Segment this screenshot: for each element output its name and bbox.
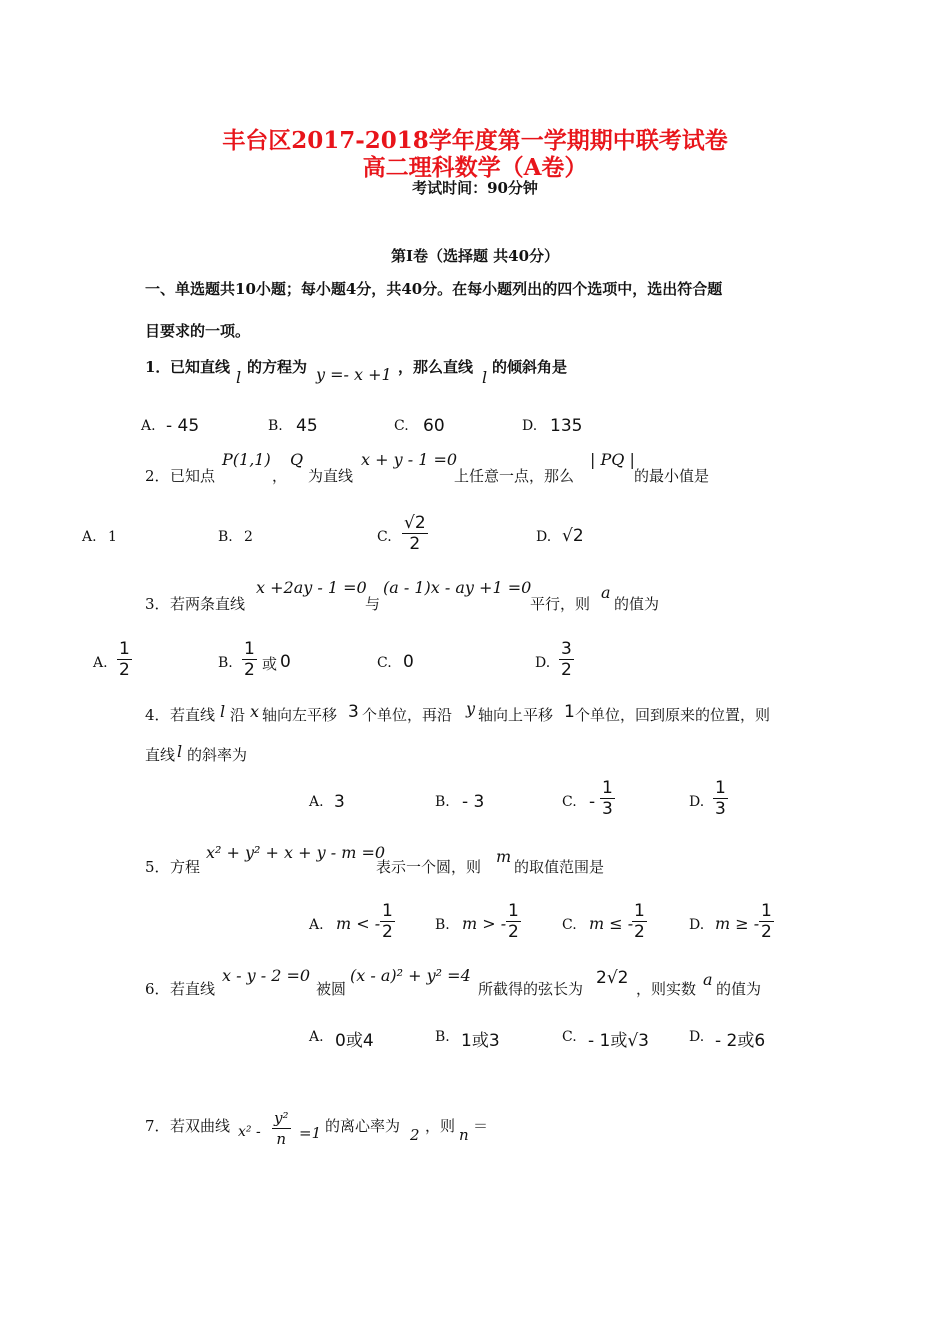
section-title: 第Ⅰ卷（选择题 共40分） — [390, 247, 560, 265]
fraction-numerator: 1 — [634, 901, 645, 921]
question-text: 的方程为 — [247, 358, 308, 376]
math: x - y - 2 =0 — [222, 966, 311, 985]
option-label: B. — [218, 529, 233, 545]
question-text: 直线 — [145, 746, 176, 764]
math: Q — [290, 450, 304, 469]
fraction-denominator: n — [276, 1130, 287, 1148]
math: l — [177, 742, 183, 761]
option-label: D. — [689, 1029, 705, 1045]
fraction — [380, 901, 395, 942]
fraction — [402, 513, 428, 554]
fraction — [272, 1108, 291, 1149]
question-text: 平行，则 — [530, 595, 591, 613]
option-label: B. — [435, 794, 450, 810]
question-text: 轴向上平移 — [478, 706, 554, 724]
option-label: A. — [309, 1029, 324, 1045]
fraction — [713, 778, 728, 819]
math: m — [496, 847, 512, 866]
fraction — [242, 639, 257, 680]
option-label: C. — [377, 529, 392, 545]
question-text: 所截得的弦长为 — [478, 980, 584, 998]
option-prefix: m > - — [462, 914, 507, 933]
question-text: 的离心率为 — [325, 1117, 401, 1135]
option-label: D. — [689, 917, 705, 933]
option-label: A. — [309, 794, 324, 810]
fraction — [506, 901, 521, 942]
math: 3 — [348, 702, 359, 722]
fraction-denominator: 2 — [119, 660, 130, 680]
option-prefix: m ≥ - — [715, 914, 760, 933]
option-label: A. — [93, 655, 108, 671]
fraction — [559, 639, 574, 680]
option-label: C. — [562, 917, 577, 933]
fraction — [632, 901, 647, 942]
option-label: D. — [536, 529, 552, 545]
option-label: C. — [377, 655, 392, 671]
question-text: 上任意一点，那么 — [454, 467, 575, 485]
option-label: A. — [82, 529, 97, 545]
option-value: 0 — [280, 652, 291, 672]
math: a — [601, 583, 611, 602]
question-number: 3． — [145, 595, 170, 613]
fraction-numerator: 1 — [382, 901, 393, 921]
fraction-denominator: 2 — [761, 922, 772, 942]
fraction-numerator: y² — [274, 1109, 289, 1127]
math: l — [482, 368, 488, 387]
question-text: 已知点 — [170, 467, 216, 485]
fraction-numerator: 1 — [715, 778, 726, 798]
option-value: 2 — [244, 529, 253, 545]
question-text: 的值为 — [614, 595, 660, 613]
math: | PQ | — [590, 450, 635, 469]
question-number: 6． — [145, 980, 170, 998]
question-text: 若直线 — [170, 706, 216, 724]
option-value: 135 — [550, 416, 583, 436]
question-text: ， — [272, 467, 288, 485]
question-text: 的倾斜角是 — [492, 358, 568, 376]
question-text: 的取值范围是 — [514, 858, 605, 876]
question-text: ，则 — [425, 1117, 456, 1135]
section-instruction-line1: 一、单选题共10小题；每小题4分，共40分。在每小题列出的四个选项中，选出符合题 — [145, 280, 723, 298]
math: P(1,1) — [222, 450, 271, 469]
option-prefix: m < - — [336, 914, 381, 933]
fraction-denominator: 2 — [382, 922, 393, 942]
fraction-numerator: 1 — [244, 639, 255, 659]
option-label: A. — [309, 917, 324, 933]
question-text: ，那么直线 — [398, 358, 474, 376]
option-label: C. — [562, 794, 577, 810]
math: x² + y² + x + y - m =0 — [206, 843, 386, 862]
option-value: 0 — [403, 652, 414, 672]
option-value: - 3 — [462, 792, 485, 812]
exam-time: 考试时间：90分钟 — [412, 179, 538, 197]
fraction-numerator: 1 — [119, 639, 130, 659]
math: y =- x +1 — [316, 365, 392, 384]
question-text: 若两条直线 — [170, 595, 246, 613]
question-text: 方程 — [170, 858, 201, 876]
question-text: 被圆 — [316, 980, 347, 998]
math: n — [459, 1126, 469, 1144]
option-label: C. — [562, 1029, 577, 1045]
option-value: - 45 — [166, 416, 200, 436]
option-label: C. — [394, 418, 409, 434]
question-text: ＝ — [473, 1117, 489, 1135]
fraction — [759, 901, 774, 942]
math: 1 — [564, 702, 575, 722]
question-text: 若双曲线 — [170, 1117, 231, 1135]
option-value: 60 — [423, 416, 445, 436]
fraction-denominator: 3 — [602, 799, 613, 819]
question-text: 个单位，再沿 — [362, 706, 453, 724]
math: (x - a)² + y² =4 — [350, 966, 471, 985]
option-value: - 2或6 — [715, 1031, 766, 1051]
question-text: 若直线 — [170, 980, 216, 998]
question-text: 沿 — [230, 706, 246, 724]
option-value: 3 — [334, 792, 345, 812]
question-text: 表示一个圆，则 — [376, 858, 482, 876]
math: x — [250, 702, 260, 721]
option-text: 或 — [262, 655, 278, 673]
math: l — [220, 702, 226, 721]
exam-title: 丰台区2017-2018学年度第一学期期中联考试卷 — [222, 127, 728, 154]
question-text: 的最小值是 — [634, 467, 710, 485]
option-value: 45 — [296, 416, 318, 436]
math: y — [466, 699, 476, 718]
question-text: 已知直线 — [170, 358, 231, 376]
question-number: 2． — [145, 467, 170, 485]
exam-subtitle: 高二理科数学（A卷） — [362, 154, 588, 181]
math: x² - — [238, 1124, 261, 1140]
option-label: D. — [522, 418, 538, 434]
fraction-numerator: 1 — [602, 778, 613, 798]
option-label: B. — [435, 917, 450, 933]
section-instruction-line2: 目要求的一项。 — [145, 322, 251, 340]
question-number: 7． — [145, 1117, 170, 1135]
fraction-denominator: 2 — [634, 922, 645, 942]
fraction-denominator: 2 — [409, 534, 421, 554]
question-text: 轴向左平移 — [262, 706, 338, 724]
option-label: D. — [535, 655, 551, 671]
option-label: D. — [689, 794, 705, 810]
math: 2 — [410, 1126, 420, 1144]
question-number: 5． — [145, 858, 170, 876]
fraction — [600, 778, 615, 819]
question-text: 为直线 — [308, 467, 354, 485]
fraction-denominator: 2 — [561, 660, 572, 680]
option-prefix: m ≤ - — [589, 914, 634, 933]
question-text: 个单位，回到原来的位置，则 — [575, 706, 771, 724]
question-number: 4． — [145, 706, 170, 724]
question-text: 的斜率为 — [187, 746, 248, 764]
option-value: 1或3 — [461, 1031, 500, 1051]
math: 2√2 — [596, 968, 629, 988]
fraction-denominator: 2 — [244, 660, 255, 680]
math: x + y - 1 =0 — [361, 450, 458, 469]
math: l — [236, 368, 242, 387]
fraction-numerator: 1 — [508, 901, 519, 921]
option-label: B. — [268, 418, 283, 434]
fraction-numerator: √2 — [404, 513, 426, 533]
option-label: B. — [435, 1029, 450, 1045]
fraction-numerator: 3 — [561, 639, 572, 659]
option-value: 0或4 — [335, 1031, 374, 1051]
math: a — [703, 970, 713, 989]
question-text: ，则实数 — [636, 980, 697, 998]
option-prefix: - — [589, 792, 596, 812]
fraction-denominator: 3 — [715, 799, 726, 819]
question-text: 与 — [365, 595, 381, 613]
math: (a - 1)x - ay +1 =0 — [383, 578, 532, 597]
option-value: - 1或√3 — [588, 1031, 650, 1051]
option-label: B. — [218, 655, 233, 671]
fraction-numerator: 1 — [761, 901, 772, 921]
option-label: A. — [141, 418, 156, 434]
math: =1 — [299, 1124, 322, 1142]
math: x +2ay - 1 =0 — [256, 578, 367, 597]
question-text: 的值为 — [716, 980, 762, 998]
option-value: √2 — [562, 526, 584, 546]
option-value: 1 — [108, 529, 117, 545]
fraction — [117, 639, 132, 680]
question-number: 1． — [145, 358, 171, 376]
fraction-denominator: 2 — [508, 922, 519, 942]
